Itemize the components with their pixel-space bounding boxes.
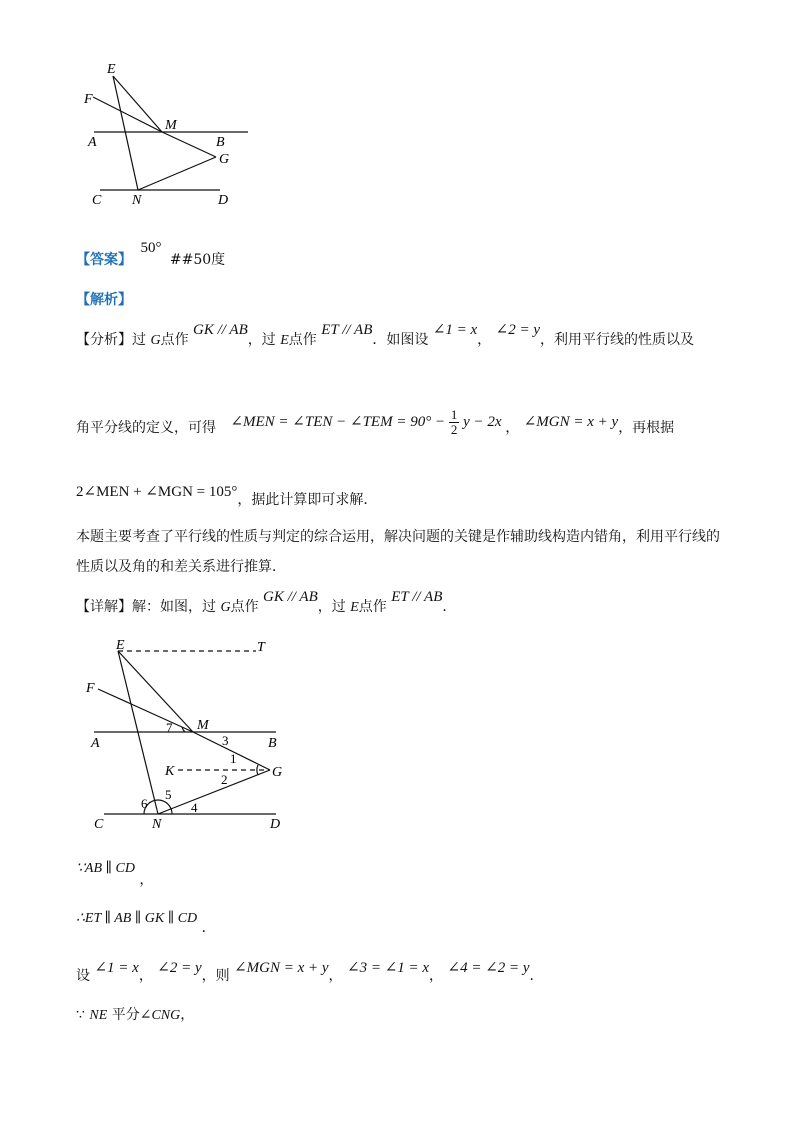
segment-ne: NE [89,1008,108,1023]
formula-mgn: ∠MGN = x + y [234,960,329,976]
label-e: E [116,638,125,653]
angle-cng: ∠CNG [139,1008,181,1023]
summary-line-1: 本题主要考查了平行线的性质与判定的综合运用，解决问题的关键是作辅助线构造内错角，利用平行线的 [76,529,720,545]
fenxi-text: ，利用平行线的性质以及 [539,332,694,348]
point-e: E [280,333,289,348]
proof-text: 平分 [111,1007,140,1023]
formula-men-part: ∠MEN = ∠TEN − ∠TEM = 90° − [230,413,446,430]
label-n: N [132,193,142,208]
fenxi-text: ．如图设 [372,332,429,348]
formula-et-ab: ET // AB [391,589,443,605]
fenxi-text: 点作 [160,332,189,348]
summary-line-2: 性质以及角的和差关系进行推算． [76,559,286,575]
fenxi-text: 角平分线的定义，可得 [76,419,216,436]
point-g: G [220,600,231,615]
segment-em [113,76,162,132]
detail-text: 点作 [358,599,387,615]
formula-parallel-chain: ∴ET ∥ AB ∥ GK ∥ CD [76,911,198,926]
detail-text: 解：如图，过 [132,599,216,615]
label-t: T [257,640,265,655]
proof-period: ． [201,920,216,936]
proof-text: ， [138,968,153,984]
proof-text: ，则 [201,968,230,984]
label-a: A [88,135,97,150]
segment-ng [138,157,216,190]
detail-text: ，过 [317,599,346,615]
formula-angle4: ∠4 = ∠2 = y [447,960,530,976]
label-g: G [272,765,283,780]
fraction-half [449,408,460,437]
proof-text: ， [180,1007,195,1023]
angle-label-7: 7 [166,720,173,735]
formula-angle3: ∠3 = ∠1 = x [347,960,430,976]
label-a: A [91,736,100,751]
figure-1 [80,55,250,215]
label-e: E [107,62,116,77]
formula-gk-ab: GK // AB [263,589,318,605]
detail-text: ． [442,599,457,615]
fenxi-text: ，再根据 [618,419,675,436]
analysis-row [76,290,132,310]
fenxi-label: 【分析】 [76,332,132,348]
angle-label-6: 6 [141,796,148,811]
formula-angle2: ∠2 = y [495,322,540,338]
formula-et-ab: ET // AB [321,322,373,338]
fenxi-line-3 [76,484,378,510]
formula-105: 2∠MEN + ∠MGN = 105° [76,484,238,500]
fenxi-text: 过 [132,332,146,348]
segment-mg [162,132,216,157]
fraction-denominator: 2 [450,422,458,437]
label-n: N [152,817,162,832]
answer-label: 【答案】 [76,252,132,268]
formula-angle1: ∠1 = x [432,322,478,338]
angle-label-2: 2 [221,772,228,787]
angle-label-1: 1 [230,751,237,766]
answer-value: 50° [140,240,162,256]
label-k: K [165,764,175,779]
label-b: B [216,135,225,150]
fenxi-text: 点作 [288,332,317,348]
proof-text: ． [529,968,544,984]
fenxi-text: ，据此计算即可求解． [237,492,378,508]
label-c: C [94,817,104,832]
label-c: C [92,193,102,208]
label-m: M [197,718,209,733]
label-b: B [268,736,277,751]
fraction-numerator: 1 [450,407,458,422]
answer-suffix: ##50度 [169,252,226,268]
segment-fm [93,97,162,132]
figure-2 [80,632,300,837]
point-e: E [350,600,359,615]
fenxi-text: ，过 [247,332,276,348]
fenxi-text: ， [477,332,492,348]
proof-text: ， [429,968,444,984]
proof-text: 设 [76,968,90,984]
proof-comma: ， [139,872,154,888]
label-m: M [165,118,177,133]
formula-men [230,407,505,437]
detail-line [76,589,457,618]
formula-men-part: y − 2x [463,413,502,430]
label-g: G [219,152,230,167]
formula-angle2: ∠2 = y [157,960,202,976]
formula-gk-ab: GK // AB [193,322,248,338]
formula-ab-cd: ∵AB ∥ CD [76,861,135,876]
because-symbol: ∵ [76,1007,85,1023]
proof-text: ， [328,968,343,984]
angle-arc-g [257,765,258,775]
fenxi-line-2 [76,407,675,443]
proof-line-2 [76,908,216,936]
segment-ng [158,770,270,814]
angle-label-5: 5 [165,787,172,802]
label-f: F [86,681,95,696]
proof-line-4 [76,1005,194,1026]
analysis-label: 【解析】 [76,292,132,308]
label-d: D [218,193,229,208]
detail-text: 点作 [230,599,259,615]
formula-angle1: ∠1 = x [94,960,139,976]
fenxi-text: ， [505,419,520,436]
angle-label-4: 4 [191,800,198,815]
angle-label-3: 3 [222,733,229,748]
proof-line-3 [76,960,544,986]
answer-row [76,240,226,270]
label-d: D [270,817,281,832]
fenxi-line-1 [76,322,694,351]
detail-label: 【详解】 [76,599,132,615]
point-g: G [150,333,161,348]
label-f: F [84,92,93,107]
proof-line-1 [76,858,154,888]
segment-em [118,651,193,732]
segment-fm [98,689,193,732]
formula-mgn: ∠MGN = x + y [523,413,619,430]
segment-en [113,76,138,190]
